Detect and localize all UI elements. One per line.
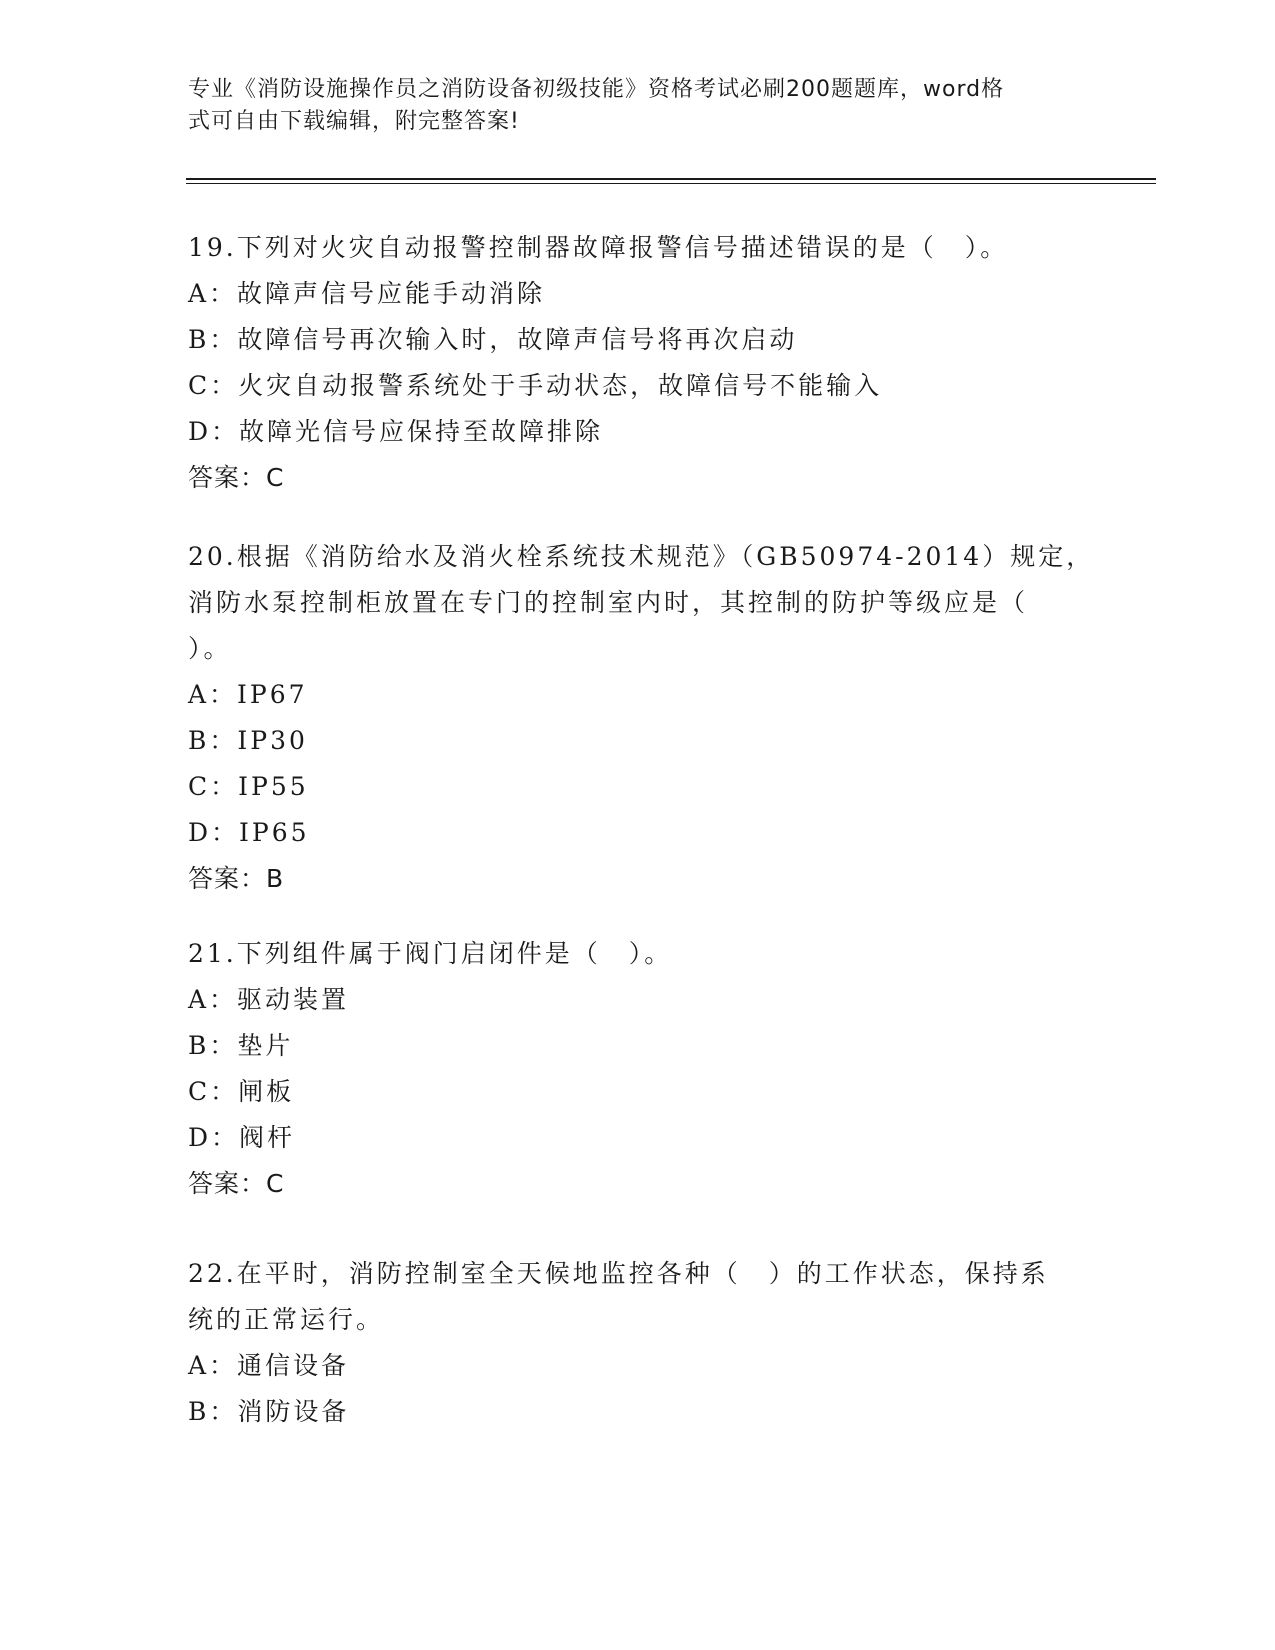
option-d: D：阀杆	[188, 1123, 296, 1152]
answer: 答案：B	[188, 864, 285, 893]
question-22	[188, 1251, 1068, 1435]
option-a: A：驱动装置	[188, 985, 350, 1014]
option-b: B：垫片	[188, 1031, 294, 1060]
header-divider-thick	[186, 178, 1156, 180]
option-c: C：闸板	[188, 1077, 295, 1106]
option-b: B：故障信号再次输入时，故障声信号将再次启动	[188, 325, 798, 354]
option-d: D：IP65	[188, 818, 310, 847]
answer: 答案：C	[188, 463, 285, 492]
option-b: B：IP30	[188, 726, 308, 755]
option-a: A：通信设备	[188, 1351, 350, 1380]
option-a: A：IP67	[188, 680, 308, 709]
option-c: C：火灾自动报警系统处于手动状态，故障信号不能输入	[188, 371, 883, 400]
question-stem-line-2: 消防水泵控制柜放置在专门的控制室内时，其控制的防护等级应是（	[188, 588, 1029, 617]
question-21	[188, 931, 1068, 1207]
question-19	[188, 225, 1068, 501]
question-stem-line-1: 22.在平时，消防控制室全天候地监控各种（ ）的工作状态，保持系	[188, 1259, 1049, 1288]
question-stem-line-2: 统的正常运行。	[188, 1305, 385, 1334]
answer: 答案：C	[188, 1169, 285, 1198]
header-line-2: 式可自由下载编辑，附完整答案!	[188, 109, 520, 134]
question-stem: 19.下列对火灾自动报警控制器故障报警信号描述错误的是（ ）。	[188, 233, 1009, 262]
question-stem-line-3: ）。	[188, 634, 232, 663]
option-b: B：消防设备	[188, 1397, 350, 1426]
option-c: C：IP55	[188, 772, 309, 801]
document-header	[188, 74, 1068, 138]
question-20	[188, 534, 1095, 902]
question-stem-line-1: 20.根据《消防给水及消火栓系统技术规范》（GB50974-2014）规定，	[188, 542, 1095, 571]
option-d: D：故障光信号应保持至故障排除	[188, 417, 604, 446]
header-divider-thin	[186, 183, 1156, 184]
question-stem: 21.下列组件属于阀门启闭件是（ ）。	[188, 939, 673, 968]
header-line-1: 专业《消防设施操作员之消防设备初级技能》资格考试必刷200题题库，word格	[188, 77, 1005, 102]
option-a: A：故障声信号应能手动消除	[188, 279, 546, 308]
